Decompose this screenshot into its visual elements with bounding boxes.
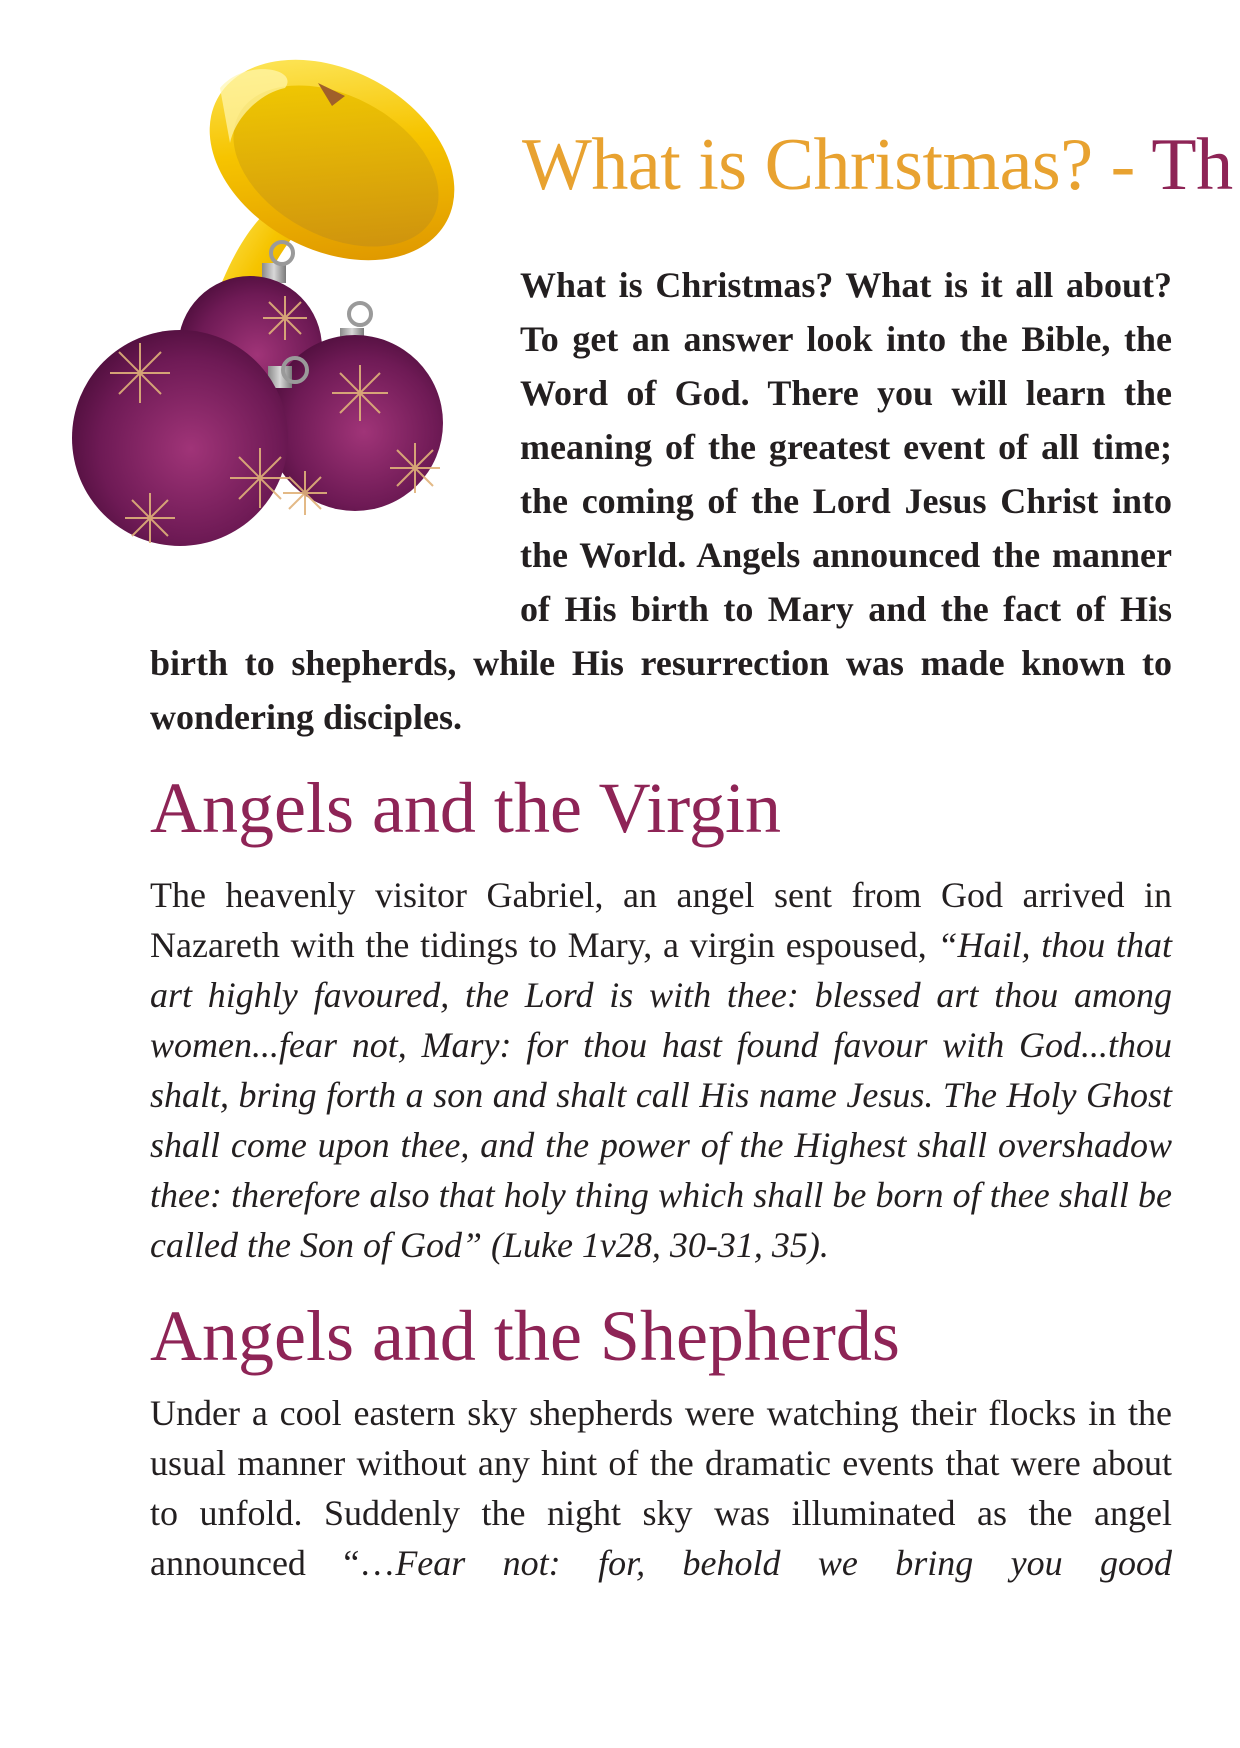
page-title-tail: Th <box>1151 124 1233 206</box>
section-heading-angels-virgin: Angels and the Virgin <box>150 768 781 848</box>
body-roman-text: The heavenly visitor Gabriel, an angel sent from God arrived in Nazareth with the tidings to Mary, a virgin espoused, <box>150 875 1172 965</box>
scripture-quote: “Hail, thou that art highly favoured, the Lord is with thee: blessed art thou among women...fear not, Mary: for thou hast found favour with God...thou shalt, bring forth a son and shalt call His name Jesus. The Holy Ghost shall come upon thee, and the power of the Highest shall overshadow thee: therefore also that holy thing which shall be born of thee shall be called the Son of God” (Luke 1v28, 30-31, 35). <box>150 925 1173 1265</box>
page-title-main: What is Christmas? - <box>522 124 1152 206</box>
section-body-angels-shepherds <box>150 1388 1172 1598</box>
scripture-quote: Fear not: for, behold we bring you good <box>395 1543 1172 1583</box>
section-heading-angels-shepherds: Angels and the Shepherds <box>150 1296 900 1376</box>
body-roman-text: Under a cool eastern sky shepherds were watching their flocks in the usual manner without any hint of the dramatic events that were about to unfold. Suddenly the night sky was illuminated as the angel announced “… <box>150 1393 1172 1583</box>
section-body-angels-virgin <box>150 870 1172 1270</box>
intro-paragraph <box>150 258 1172 744</box>
page-title <box>522 124 1233 206</box>
illustration-wrap-spacer <box>150 258 520 636</box>
intro-text: What is Christmas? What is it all about? To get an answer look into the Bible, the Word of God. There you will learn the meaning of the greatest event of all time; the coming of the Lord Jesus Christ into the World. Angels announced the manner of His birth to Mary and the fact of His birth to shepherds, while His resurrection was made known to wondering disciples. <box>150 265 1172 737</box>
